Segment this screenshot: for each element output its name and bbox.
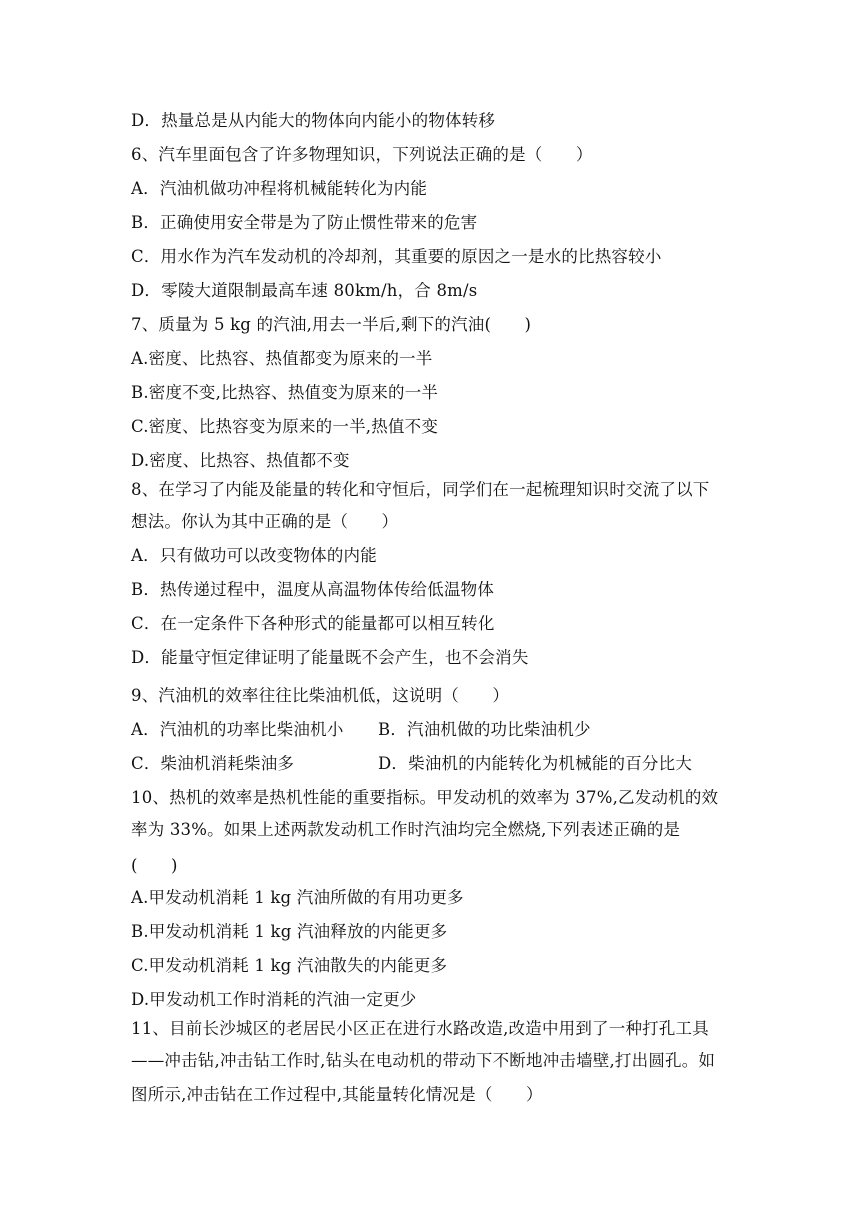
q8-option-c: C．在一定条件下各种形式的能量都可以相互转化 <box>131 614 495 633</box>
q8-stem-line1: 8、在学习了内能及能量的转化和守恒后，同学们在一起梳理知识时交流了以下 <box>131 480 710 499</box>
q8-option-b: B．热传递过程中，温度从高温物体传给低温物体 <box>131 580 495 599</box>
q11-stem-line1: 11、目前长沙城区的老居民小区正在进行水路改造,改造中用到了一种打孔工具 <box>131 1019 709 1038</box>
q10-option-b: B.甲发动机消耗 1 kg 汽油释放的内能更多 <box>131 922 448 941</box>
q10-option-a: A.甲发动机消耗 1 kg 汽油所做的有用功更多 <box>131 888 464 907</box>
q8-stem-line2: 想法。你认为其中正确的是（ ） <box>131 512 399 531</box>
q9-option-d: D．柴油机的内能转化为机械能的百分比大 <box>378 754 693 773</box>
q7-option-b: B.密度不变,比热容、热值变为原来的一半 <box>131 383 439 402</box>
q6-stem: 6、汽车里面包含了许多物理知识，下列说法正确的是（ ） <box>131 145 593 164</box>
q11-stem-line2: ——冲击钻,冲击钻工作时,钻头在电动机的带动下不断地冲击墙壁,打出圆孔。如 <box>131 1051 716 1070</box>
q10-stem-line2: 率为 33%。如果上述两款发动机工作时汽油均完全燃烧,下列表述正确的是 <box>131 820 681 839</box>
q10-stem-line3: ( ) <box>131 856 178 875</box>
q11-stem-line3: 图所示,冲击钻在工作过程中,其能量转化情况是（ ） <box>131 1085 543 1104</box>
q6-option-b: B．正确使用安全带是为了防止惯性带来的危害 <box>131 213 478 232</box>
q9-option-a: A．汽油机的功率比柴油机小 <box>131 720 344 739</box>
q8-option-d: D．能量守恒定律证明了能量既不会产生，也不会消失 <box>131 648 529 667</box>
q10-option-c: C.甲发动机消耗 1 kg 汽油散失的内能更多 <box>131 956 448 975</box>
q5-option-d: D．热量总是从内能大的物体向内能小的物体转移 <box>131 111 496 130</box>
q7-option-c: C.密度、比热容变为原来的一半,热值不变 <box>131 417 439 436</box>
q10-stem-line1: 10、热机的效率是热机性能的重要指标。甲发动机的效率为 37%,乙发动机的效 <box>131 788 719 807</box>
q6-option-c: C．用水作为汽车发动机的冷却剂，其重要的原因之一是水的比热容较小 <box>131 247 662 266</box>
q7-option-a: A.密度、比热容、热值都变为原来的一半 <box>131 349 433 368</box>
q10-option-d: D.甲发动机工作时消耗的汽油一定更少 <box>131 990 417 1009</box>
q8-option-a: A．只有做功可以改变物体的内能 <box>131 546 377 565</box>
q9-option-b: B．汽油机做的功比柴油机少 <box>378 720 591 739</box>
q6-option-a: A．汽油机做功冲程将机械能转化为内能 <box>131 179 428 198</box>
q9-stem: 9、汽油机的效率往往比柴油机低，这说明（ ） <box>131 686 510 705</box>
q9-option-c: C．柴油机消耗柴油多 <box>131 754 295 773</box>
q7-option-d: D.密度、比热容、热值都不变 <box>131 451 350 470</box>
q7-stem: 7、质量为 5 kg 的汽油,用去一半后,剩下的汽油( ) <box>131 315 532 334</box>
q6-option-d: D．零陵大道限制最高车速 80km/h，合 8m/s <box>131 281 478 300</box>
